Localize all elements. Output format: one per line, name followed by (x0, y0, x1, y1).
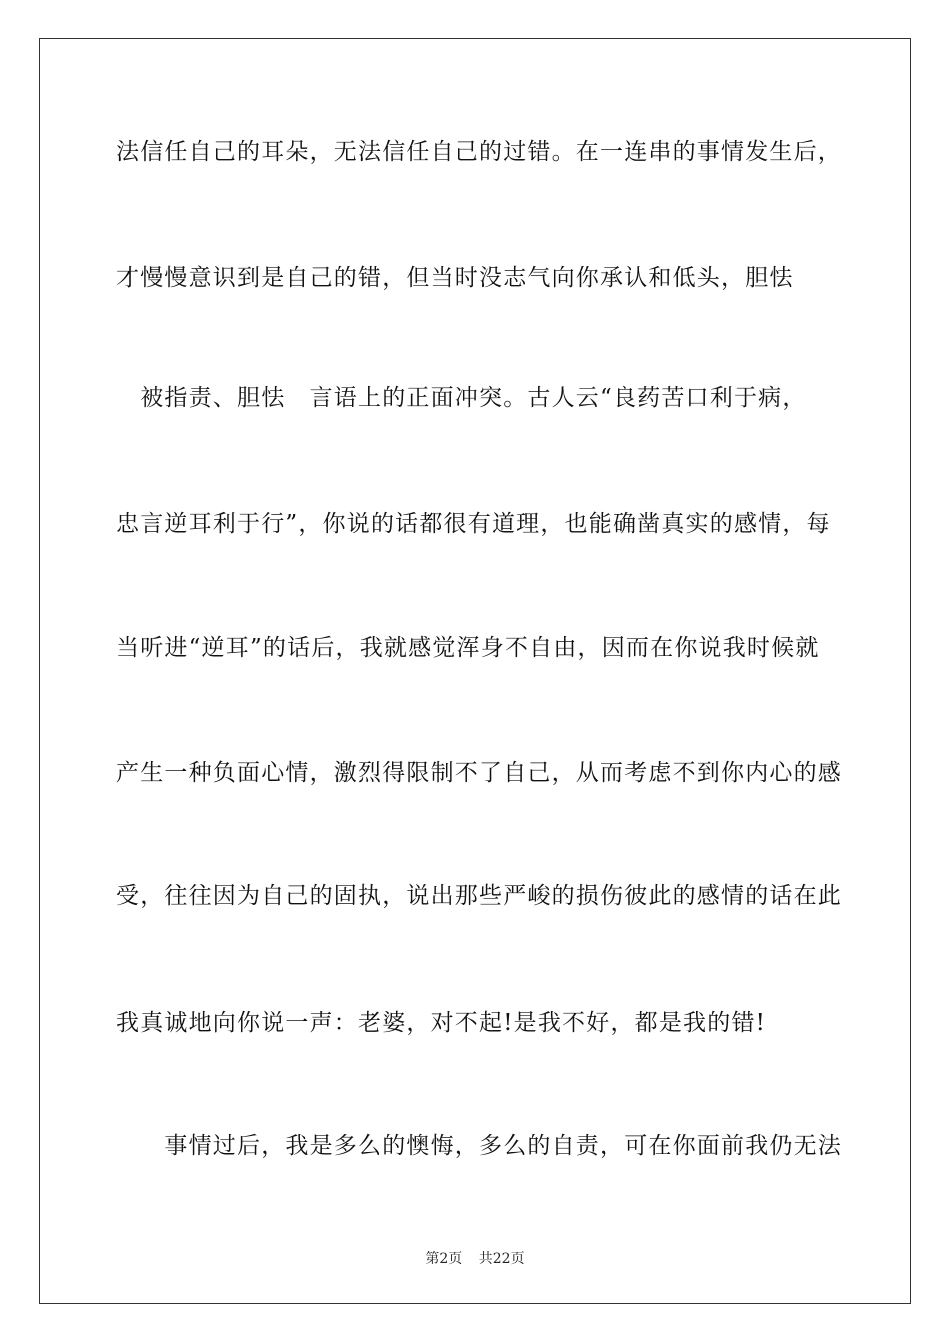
body-text-line-3: 被指责、胆怯 言语上的正面冲突。古人云“良药苦口利于病， (116, 385, 807, 411)
body-text-line-1: 法信任自己的耳朵，无法信任自己的过错。在一连串的事情发生后， (116, 139, 842, 165)
body-text-line-9: 事情过后，我是多么的懊悔，多么的自责，可在你面前我仍无法 (116, 1133, 842, 1159)
body-text-line-6: 产生一种负面心情，激烈得限制不了自己，从而考虑不到你内心的感 (116, 760, 842, 786)
page-footer (0, 1248, 950, 1268)
body-text-line-8: 我真诚地向你说一声：老婆，对不起!是我不好，都是我的错! (116, 1010, 767, 1036)
body-text-line-5: 当听进“逆耳”的话后，我就感觉浑身不自由，因而在你说我时候就 (116, 635, 820, 661)
page-number-current: 第2页 (425, 1251, 463, 1267)
page-border (39, 38, 911, 1304)
body-text-line-2: 才慢慢意识到是自己的错，但当时没志气向你承认和低头，胆怯 (116, 265, 794, 291)
page-number-total: 共22页 (478, 1251, 525, 1267)
body-text-line-4: 忠言逆耳利于行”，你说的话都很有道理，也能确凿真实的感情，每 (116, 511, 831, 537)
body-text-line-7: 受，往往因为自己的固执，说出那些严峻的损伤彼此的感情的话在此 (116, 883, 842, 909)
